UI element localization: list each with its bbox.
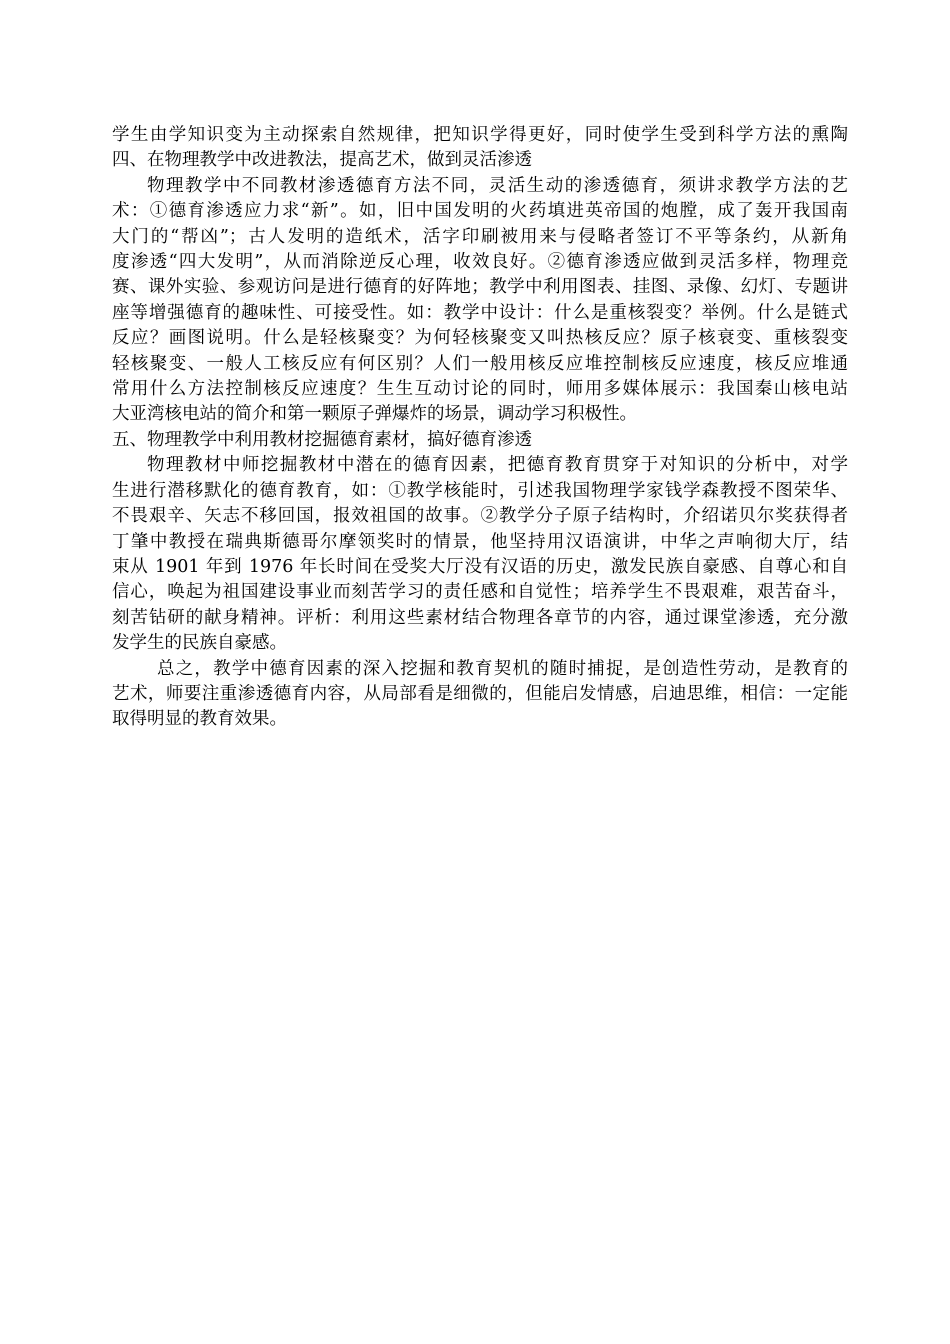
text-line: 刻苦钻研的献身精神。评析：利用这些素材结合物理各章节的内容，通过课堂渗透，充分激 [112, 607, 848, 628]
text-line: 大亚湾核电站的简介和第一颗原子弹爆炸的场景，调动学习积极性。 [112, 404, 637, 425]
paragraph-first-line: 总之，教学中德育因素的深入挖掘和教育契机的随时捕捉，是创造性劳动，是教育的 [157, 658, 848, 679]
text-line: 学生由学知识变为主动探索自然规律，把知识学得更好，同时使学生受到科学方法的熏陶 [112, 125, 848, 145]
paragraph-first-line: 物理教学中不同教材渗透德育方法不同，灵活生动的渗透德育，须讲求教学方法的艺 [147, 175, 848, 196]
text-line: 不畏艰辛、矢志不移回国，报效祖国的故事。②教学分子原子结构时，介绍诺贝尔奖获得者 [112, 506, 848, 527]
text-line: 反应？画图说明。什么是轻核聚变？为何轻核聚变又叫热核反应？原子核衰变、重核裂变 [112, 328, 848, 349]
text-line: 度渗透“四大发明”，从而消除逆反心理，收效良好。②德育渗透应做到灵活多样，物理竞 [112, 252, 848, 273]
text-line: 大门的“帮凶”；古人发明的造纸术，活字印刷被用来与侵略者签订不平等条约，从新角 [112, 226, 848, 247]
text-line: 轻核聚变、一般人工核反应有何区别？人们一般用核反应堆控制核反应速度，核反应堆通 [112, 353, 848, 374]
text-line: 束从 1901 年到 1976 年长时间在受奖大厅没有汉语的历史，激发民族自豪感、自尊心和自 [112, 556, 848, 577]
section-heading: 四、在物理教学中改进教法，提高艺术，做到灵活渗透 [112, 150, 532, 171]
text-line: 信心，唤起为祖国建设事业而刻苦学习的责任感和自觉性；培养学生不畏艰难，艰苦奋斗， [112, 582, 848, 603]
paragraph-first-line: 物理教材中师挖掘教材中潜在的德育因素，把德育教育贯穿于对知识的分析中，对学 [147, 455, 848, 476]
document-body [112, 123, 848, 733]
text-line: 取得明显的教育效果。 [112, 709, 287, 730]
text-line: 生进行潜移默化的德育教育，如：①教学核能时，引述我国物理学家钱学森教授不图荣华、 [112, 480, 848, 501]
text-line: 艺术，师要注重渗透德育内容，从局部看是细微的，但能启发情感，启迪思维，相信：一定能 [112, 683, 848, 704]
text-line: 丁肇中教授在瑞典斯德哥尔摩领奖时的情景，他坚持用汉语演讲，中华之声响彻大厅，结 [112, 531, 848, 552]
text-line: 赛、课外实验、参观访问是进行德育的好阵地；教学中利用图表、挂图、录像、幻灯、专题讲 [112, 277, 848, 298]
text-line: 座等增强德育的趣味性、可接受性。如：教学中设计：什么是重核裂变？举例。什么是链式 [112, 302, 848, 323]
text-line: 术：①德育渗透应力求“新”。如，旧中国发明的火药填进英帝国的炮膛，成了轰开我国南 [112, 201, 848, 222]
text-line: 发学生的民族自豪感。 [112, 633, 287, 654]
text-line: 常用什么方法控制核反应速度？生生互动讨论的同时，师用多媒体展示：我国秦山核电站 [112, 379, 848, 400]
section-heading: 五、物理教学中利用教材挖掘德育素材，搞好德育渗透 [112, 429, 532, 450]
